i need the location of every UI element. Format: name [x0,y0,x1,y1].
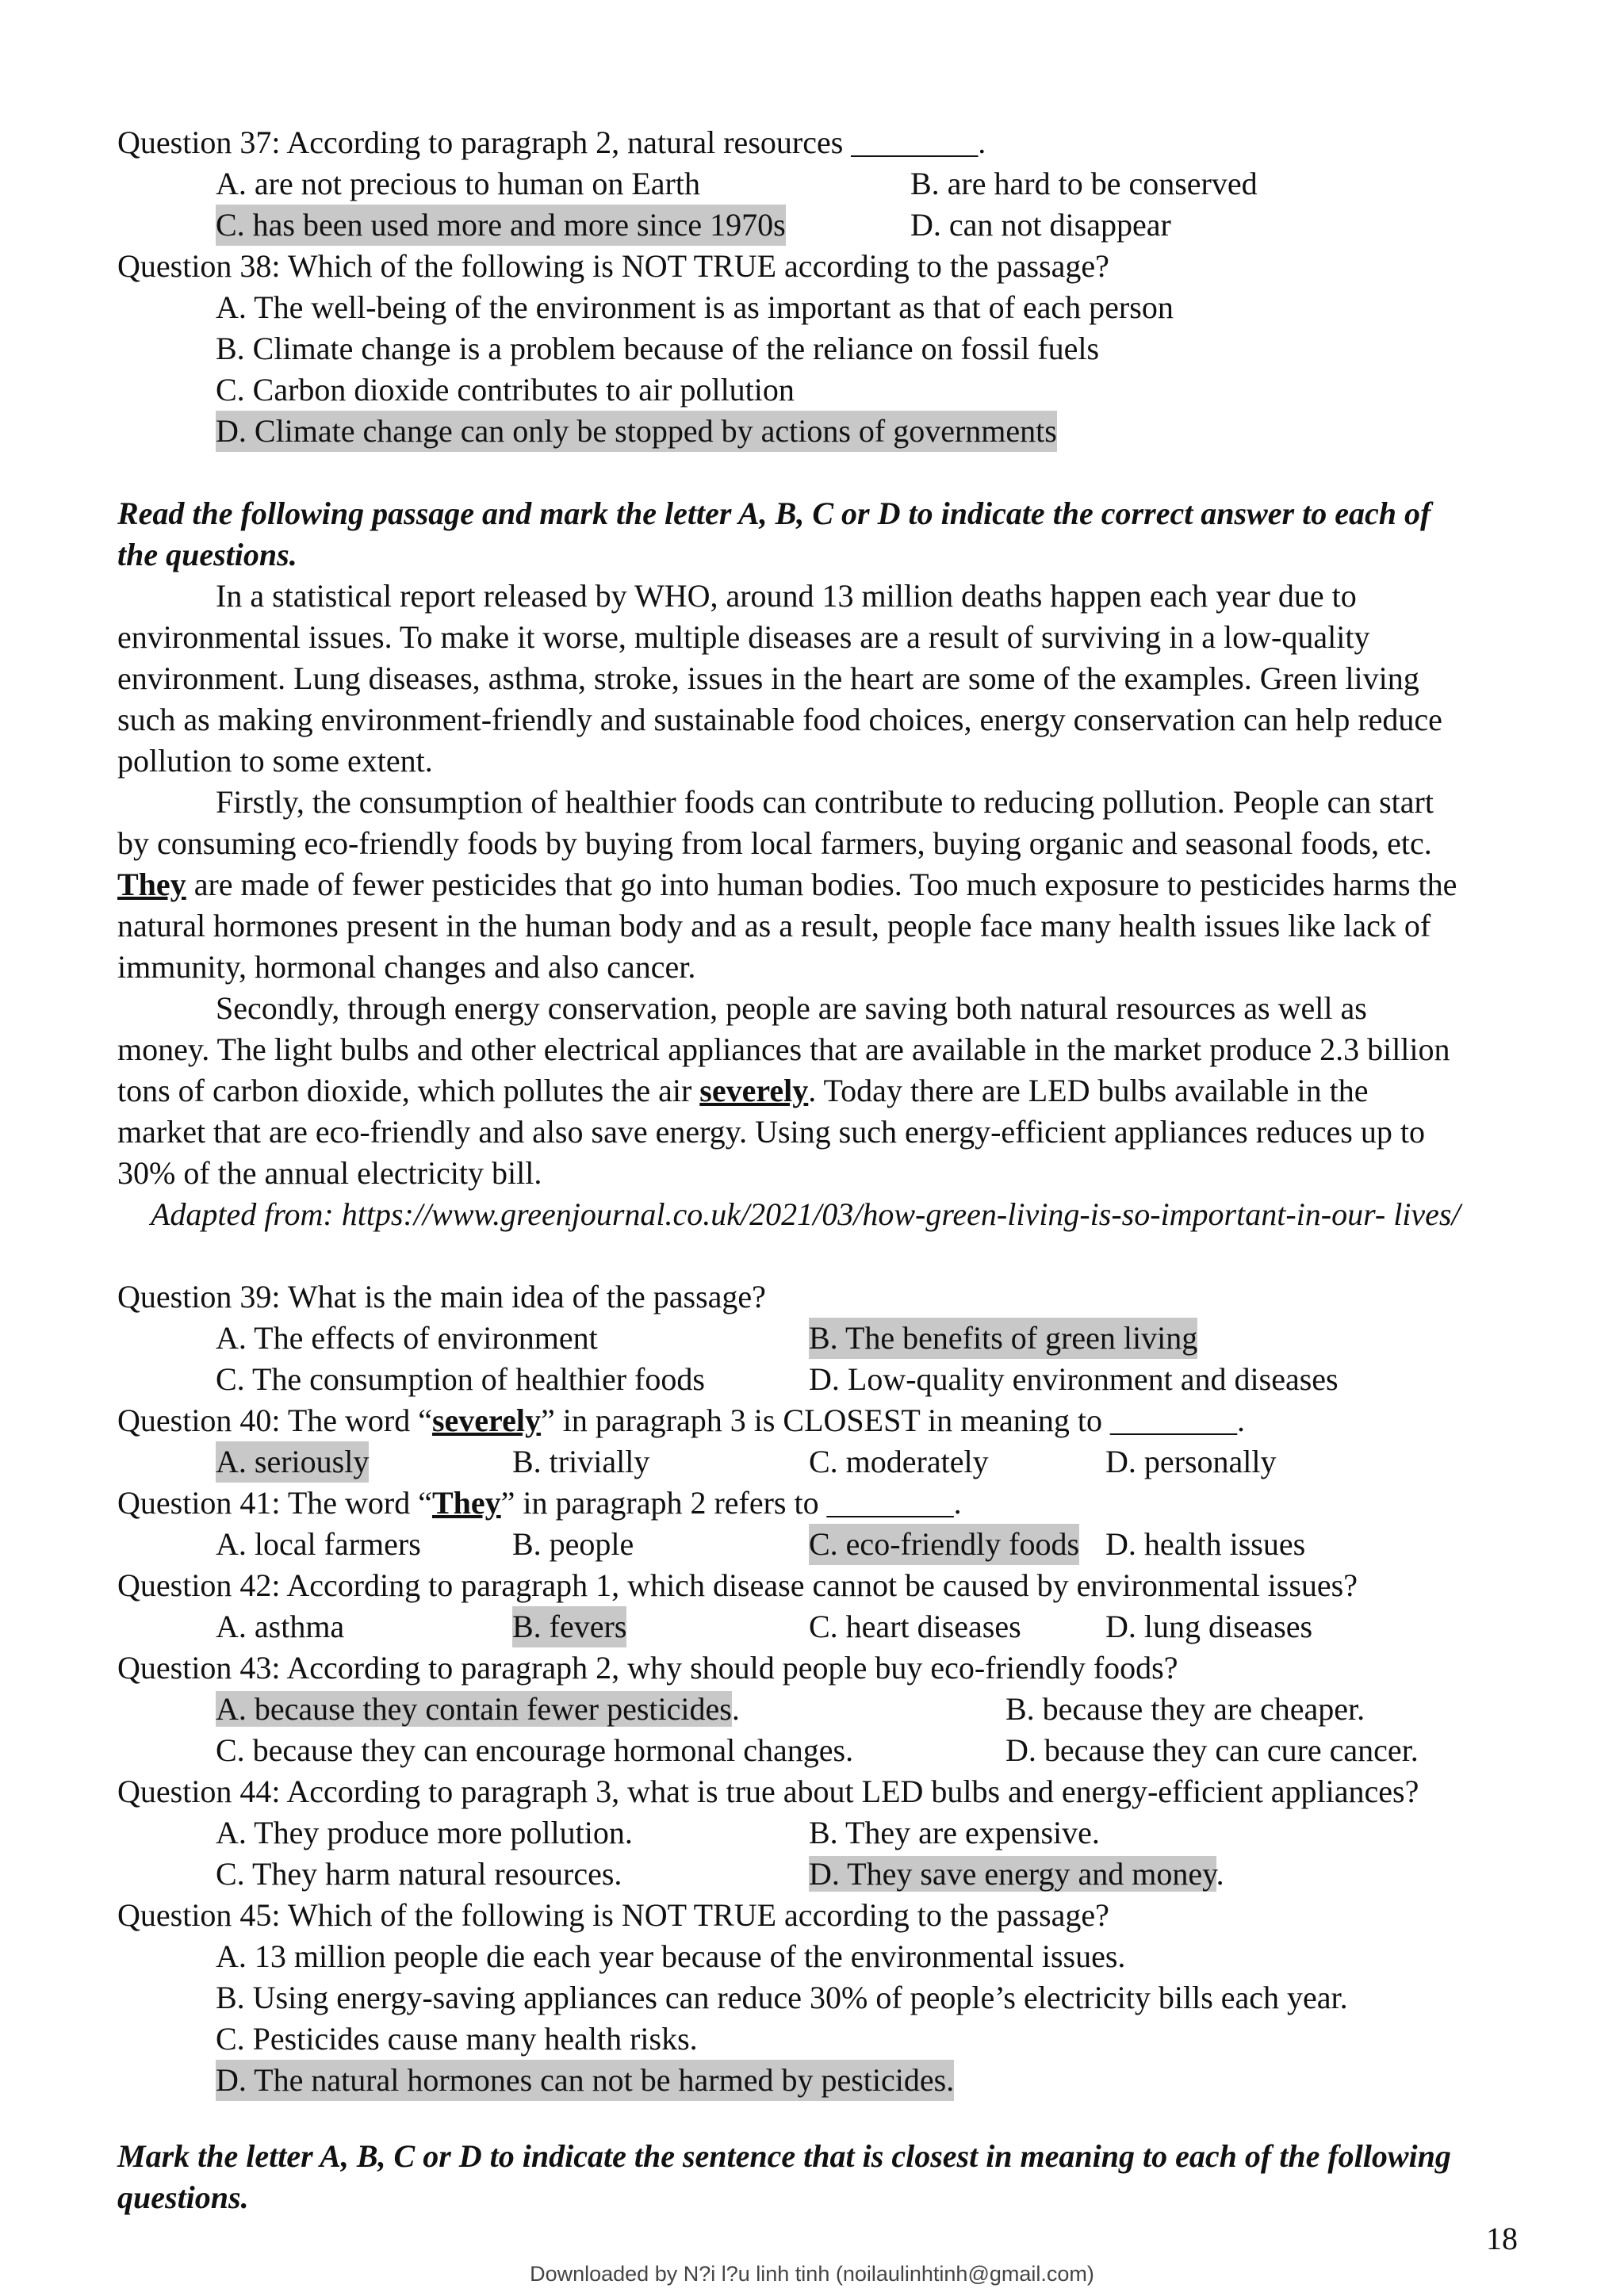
passage-p1-line3: environment. Lung diseases, asthma, stroke, issues in the heart are some of the examples. Green living [117,660,1419,696]
passage-p3-line2: money. The light bulbs and other electrical appliances that are available in the market produce 2.3 billion [117,1031,1450,1067]
passage-source: Adapted from: https://www.greenjournal.co.uk/2021/03/how-green-living-is-so-important-in-our- lives/ [151,1196,1461,1232]
passage-p2-line2: by consuming eco-friendly foods by buying from local farmers, buying organic and seasonal foods, etc. [117,825,1432,861]
passage-p3-line3 [117,1070,1368,1112]
q44-option-d [809,1854,1224,1895]
q37-option-b: B. are hard to be conserved [910,166,1258,201]
instruction-heading-line2: the questions. [117,537,297,572]
q43-option-b: B. because they are cheaper. [1005,1691,1365,1727]
instruction-heading-line1: Read the following passage and mark the letter A, B, C or D to indicate the correct answer to each of [117,496,1431,531]
q45-stem: Question 45: Which of the following is NOT TRUE according to the passage? [117,1897,1109,1933]
q39-option-c: C. The consumption of healthier foods [216,1361,705,1397]
underlined-word-they: They [117,867,186,902]
q37-option-d: D. can not disappear [910,207,1171,243]
q42-option-b: B. fevers [512,1606,626,1647]
q43-option-c: C. because they can encourage hormonal changes. [216,1732,854,1768]
q43-option-a [216,1689,740,1730]
q37-option-c: C. has been used more and more since 1970s [216,205,786,246]
q39-option-d: D. Low-quality environment and diseases [809,1361,1339,1397]
q41-stem-word: They [431,1485,501,1521]
q40-stem-post: ” in paragraph 3 is CLOSEST in meaning to ________. [540,1402,1246,1438]
q40-stem-pre: Question 40: The word “ [117,1402,432,1438]
passage-p2-line3-text: are made of fewer pesticides that go into human bodies. Too much exposure to pesticides harms the [186,867,1457,902]
q41-stem-pre: Question 41: The word “ [117,1485,432,1521]
q41-option-b: B. people [512,1526,634,1562]
page-number: 18 [1486,2221,1518,2256]
q43-option-a-text: A. because they contain fewer pesticides [216,1691,732,1727]
q45-option-a: A. 13 million people die each year because of the environmental issues. [216,1938,1126,1974]
q41-option-a: A. local farmers [216,1526,421,1562]
q38-option-d: D. Climate change can only be stopped by actions of governments [216,411,1057,452]
q40-option-b: B. trivially [512,1444,650,1479]
q43-option-d: D. because they can cure cancer. [1005,1732,1419,1768]
instruction2-heading-line2: questions. [117,2179,249,2215]
q42-option-a: A. asthma [216,1609,345,1644]
passage-p2-line4: natural hormones present in the human body and as a result, people face many health issues like lack of [117,908,1431,943]
q44-option-d-text: D. They save energy and money [809,1856,1216,1892]
passage-p1-line1: In a statistical report released by WHO, around 13 million deaths happen each year due to [216,578,1357,614]
q44-option-c: C. They harm natural resources. [216,1856,622,1892]
passage-p1-line2: environmental issues. To make it worse, multiple diseases are a result of surviving in a low-quality [117,619,1370,655]
passage-p1-line5: pollution to some extent. [117,743,433,779]
q38-option-b: B. Climate change is a problem because of the reliance on fossil fuels [216,331,1100,366]
passage-p3-line1: Secondly, through energy conservation, people are saving both natural resources as well as [216,990,1367,1026]
q40-stem-word: severely [431,1402,541,1438]
passage-p2-line3 [117,864,1457,905]
q37-stem: Question 37: According to paragraph 2, natural resources ________. [117,124,986,160]
q38-option-c: C. Carbon dioxide contributes to air pollution [216,372,795,408]
passage-p1-line4: such as making environment-friendly and sustainable food choices, energy conservation can help reduce [117,702,1442,737]
q45-option-c: C. Pesticides cause many health risks. [216,2021,698,2057]
q42-option-d: D. lung diseases [1105,1609,1313,1644]
download-footer: Downloaded by N?i l?u linh tinh (noilaulinhtinh@gmail.com) [530,2262,1094,2286]
q41-stem-post: ” in paragraph 2 refers to ________. [500,1485,962,1521]
q39-option-b: B. The benefits of green living [809,1318,1197,1359]
q44-option-a: A. They produce more pollution. [216,1815,633,1850]
q38-option-a: A. The well-being of the environment is as important as that of each person [216,289,1174,325]
passage-p3-line3-pre: tons of carbon dioxide, which pollutes the air [117,1073,700,1108]
instruction2-heading-line1: Mark the letter A, B, C or D to indicate the sentence that is closest in meaning to each of the following [117,2138,1451,2174]
q44-option-b: B. They are expensive. [809,1815,1100,1850]
q41-option-c: C. eco-friendly foods [809,1524,1079,1565]
q39-stem: Question 39: What is the main idea of the passage? [117,1279,766,1314]
q39-option-a: A. The effects of environment [216,1320,598,1356]
q37-option-a: A. are not precious to human on Earth [216,166,700,201]
q43-stem: Question 43: According to paragraph 2, why should people buy eco-friendly foods? [117,1650,1178,1686]
q45-option-b: B. Using energy-saving appliances can reduce 30% of people’s electricity bills each year. [216,1980,1348,2015]
q40-stem [117,1400,1245,1441]
q45-option-d: D. The natural hormones can not be harmed by pesticides. [216,2060,954,2101]
q38-stem: Question 38: Which of the following is NOT TRUE according to the passage? [117,248,1109,284]
passage-p3-line4: market that are eco-friendly and also save energy. Using such energy-efficient appliances reduces up to [117,1114,1425,1150]
q40-option-d: D. personally [1105,1444,1277,1479]
underlined-word-severely: severely [699,1073,809,1108]
q42-stem: Question 42: According to paragraph 1, which disease cannot be caused by environmental issues? [117,1567,1358,1603]
passage-p3-line5: 30% of the annual electricity bill. [117,1155,542,1191]
q40-option-c: C. moderately [809,1444,989,1479]
q42-option-c: C. heart diseases [809,1609,1021,1644]
q43-option-a-tail: . [731,1691,740,1727]
q41-option-d: D. health issues [1105,1526,1306,1562]
q40-option-a: A. seriously [216,1441,369,1483]
q44-stem: Question 44: According to paragraph 3, what is true about LED bulbs and energy-efficient appliances? [117,1774,1419,1809]
passage-p2-line5: immunity, hormonal changes and also cancer. [117,949,696,985]
passage-p3-line3-post: . Today there are LED bulbs available in the [808,1073,1369,1108]
q44-option-d-tail: . [1216,1856,1224,1892]
passage-p2-line1: Firstly, the consumption of healthier foods can contribute to reducing pollution. People can start [216,784,1434,820]
q41-stem [117,1483,962,1524]
